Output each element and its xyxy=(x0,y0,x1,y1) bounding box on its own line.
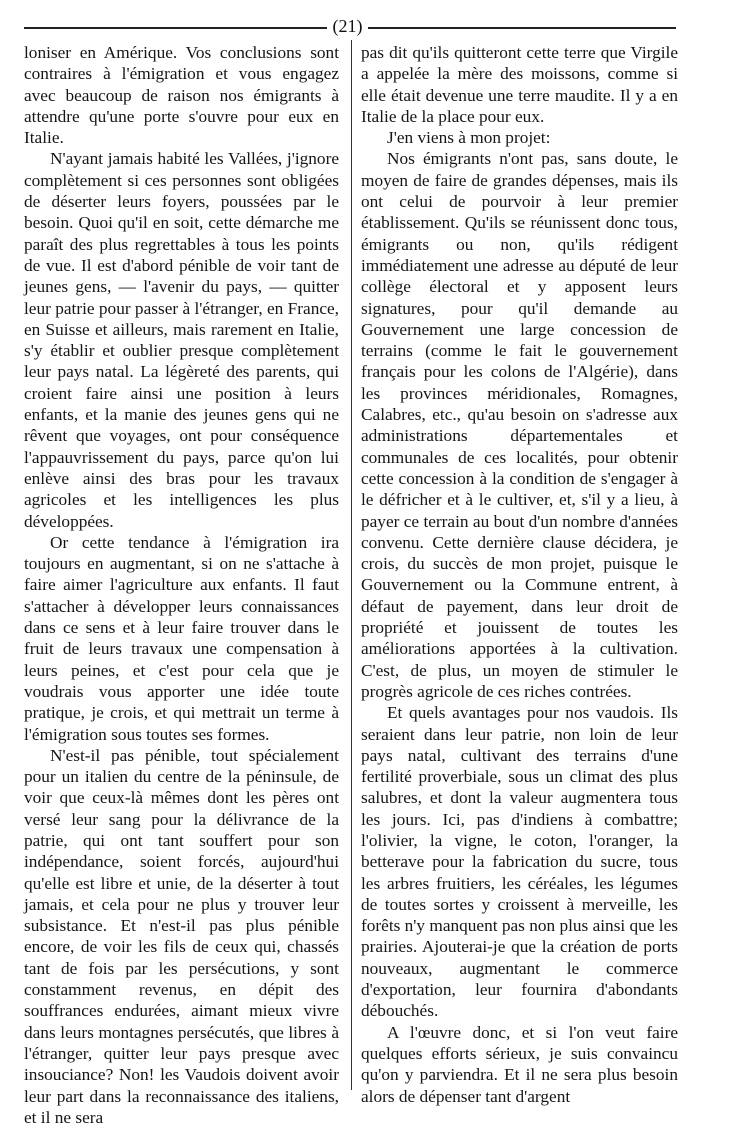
paragraph: Or cette tendance à l'émigration ira toujours en augmentant, si on ne s'attache à faire aimer l'agriculture aux enfants. Il faut s'attacher à développer leurs connaissances dans ce sens et à leur faire trouver dans le fruit de leurs travaux une compensation à leurs peines, et c'est pour cela que je voudrais vous apporter une idée toute pratique, je crois, et qui mettrait un terme à l'émigration sous toutes ses formes. xyxy=(24,532,339,744)
page-number: (21) xyxy=(332,16,363,36)
header-rule-right xyxy=(368,27,676,29)
paragraph: loniser en Amérique. Vos conclusions sont contraires à l'émigration et vous engagez avec beaucoup de raison nos émigrants à attendre qu'une porte s'ouvre pour eux en Italie. xyxy=(24,43,339,148)
left-column xyxy=(24,42,339,1128)
paragraph: J'en viens à mon projet: xyxy=(387,128,551,148)
paragraph: Nos émigrants n'ont pas, sans doute, le moyen de faire de grandes dépenses, mais ils ont celui de pourvoir à leur premier établissement. Qu'ils se réunissent donc tous, émigrants ou non, qu'ils rédigent immédiatement une adresse au député de leur collège électoral et y apposent leurs signatures, pour qu'il demande au Gouvernement une large concession de terrains (comme le fait le gouvernement français pour les colons de l'Algérie), dans les provinces méridionales, Romagnes, Calabres, etc., qu'au besoin on s'adresse aux administrations départementales et communales de ces localités, pour obtenir cette concession à la condition de s'engager à le défricher et à le cultiver, et, s'il y a lieu, à payer ce terrain au bout d'un nombre d'années convenu. Cette dernière clause décidera, je crois, du succès de mon projet, puisque le Gouvernement ou la Commune entrent, à défaut de payement, dans leur droit de propriété et jouissent de toutes les améliorations apportées à la cultivation. C'est, de plus, un moyen de stimuler le progrès agricole de ces riches contrées. xyxy=(361,149,678,701)
paragraph: A l'œuvre donc, et si l'on veut faire quelques efforts sérieux, je suis convaincu qu'on y parviendra. Et il ne sera plus besoin alors de dépenser tant d'argent xyxy=(361,1022,678,1106)
column-divider xyxy=(351,40,352,1090)
paragraph: N'est-il pas pénible, tout spécialement pour un italien du centre de la péninsule, de voir que ceux-là mêmes dont les pères ont versé leur sang pour la délivrance de la patrie, qui ont tant souffert pour son indépendance, soient forcés, aujourd'hui qu'elle est libre et unie, de la déserter à tout jamais, et cela pour ne plus y trouver leur subsistance. Et n'est-il pas plus pénible encore, de voir les fils de ceux qui, chassés tant de fois par les persécutions, y sont constamment revenus, en dépit des souffrances endurées, aimant mieux vivre dans leurs montagnes persécutés, que libres à l'étranger, quitter leur pays presque avec insouciance? Non! les Vaudois doivent avoir leur part dans la reconnaissance des italiens, et il ne sera xyxy=(24,745,339,1127)
header-rule-left xyxy=(24,27,327,29)
right-column xyxy=(361,42,678,1107)
paragraph: N'ayant jamais habité les Vallées, j'ignore complètement si ces personnes sont obligées de déserter leurs foyers, poussées par le besoin. Quoi qu'il en soit, cette démarche me paraît des plus regrettables à tous les points de vue. Il est d'abord pénible de voir tant de jeunes gens, — l'avenir du pays, — quitter leur patrie pour passer à l'étranger, en France, en Suisse et ailleurs, mais rarement en Italie, s'y établir et oublier presque complètement leur pays natal. La légèreté des parents, qui croient faire ainsi une position à leurs enfants, et la manie des jeunes gens qui ne rêvent que voyages, ont pour conséquence l'appauvrissement du pays, parce qu'on lui enlève ainsi des bras pour les travaux agricoles et les intelligences les plus développées. xyxy=(24,149,339,531)
paragraph: Et quels avantages pour nos vaudois. Ils seraient dans leur patrie, non loin de leur pays natal, cultivant des terrains d'une fertilité proverbiale, sous un climat des plus salubres, et dont la valeur augmentera tous les jours. Ici, pas d'indiens à combattre; l'olivier, la vigne, le coton, l'oranger, la betterave pour la fabrication du sucre, tous les arbres fruitiers, les céréales, les légumes de toutes sortes y croissent à merveille, les forêts n'y manquent pas non plus ainsi que les prairies. Ajouterai-je que la création de ports nouveaux, augmentant le commerce d'exportation, leur fournira d'abondants débouchés. xyxy=(361,703,679,1021)
paragraph: pas dit qu'ils quitteront cette terre que Virgile a appelée la mère des moissons, comme si elle était devenue une terre maudite. Il y a en Italie de la place pour eux. xyxy=(361,43,678,126)
